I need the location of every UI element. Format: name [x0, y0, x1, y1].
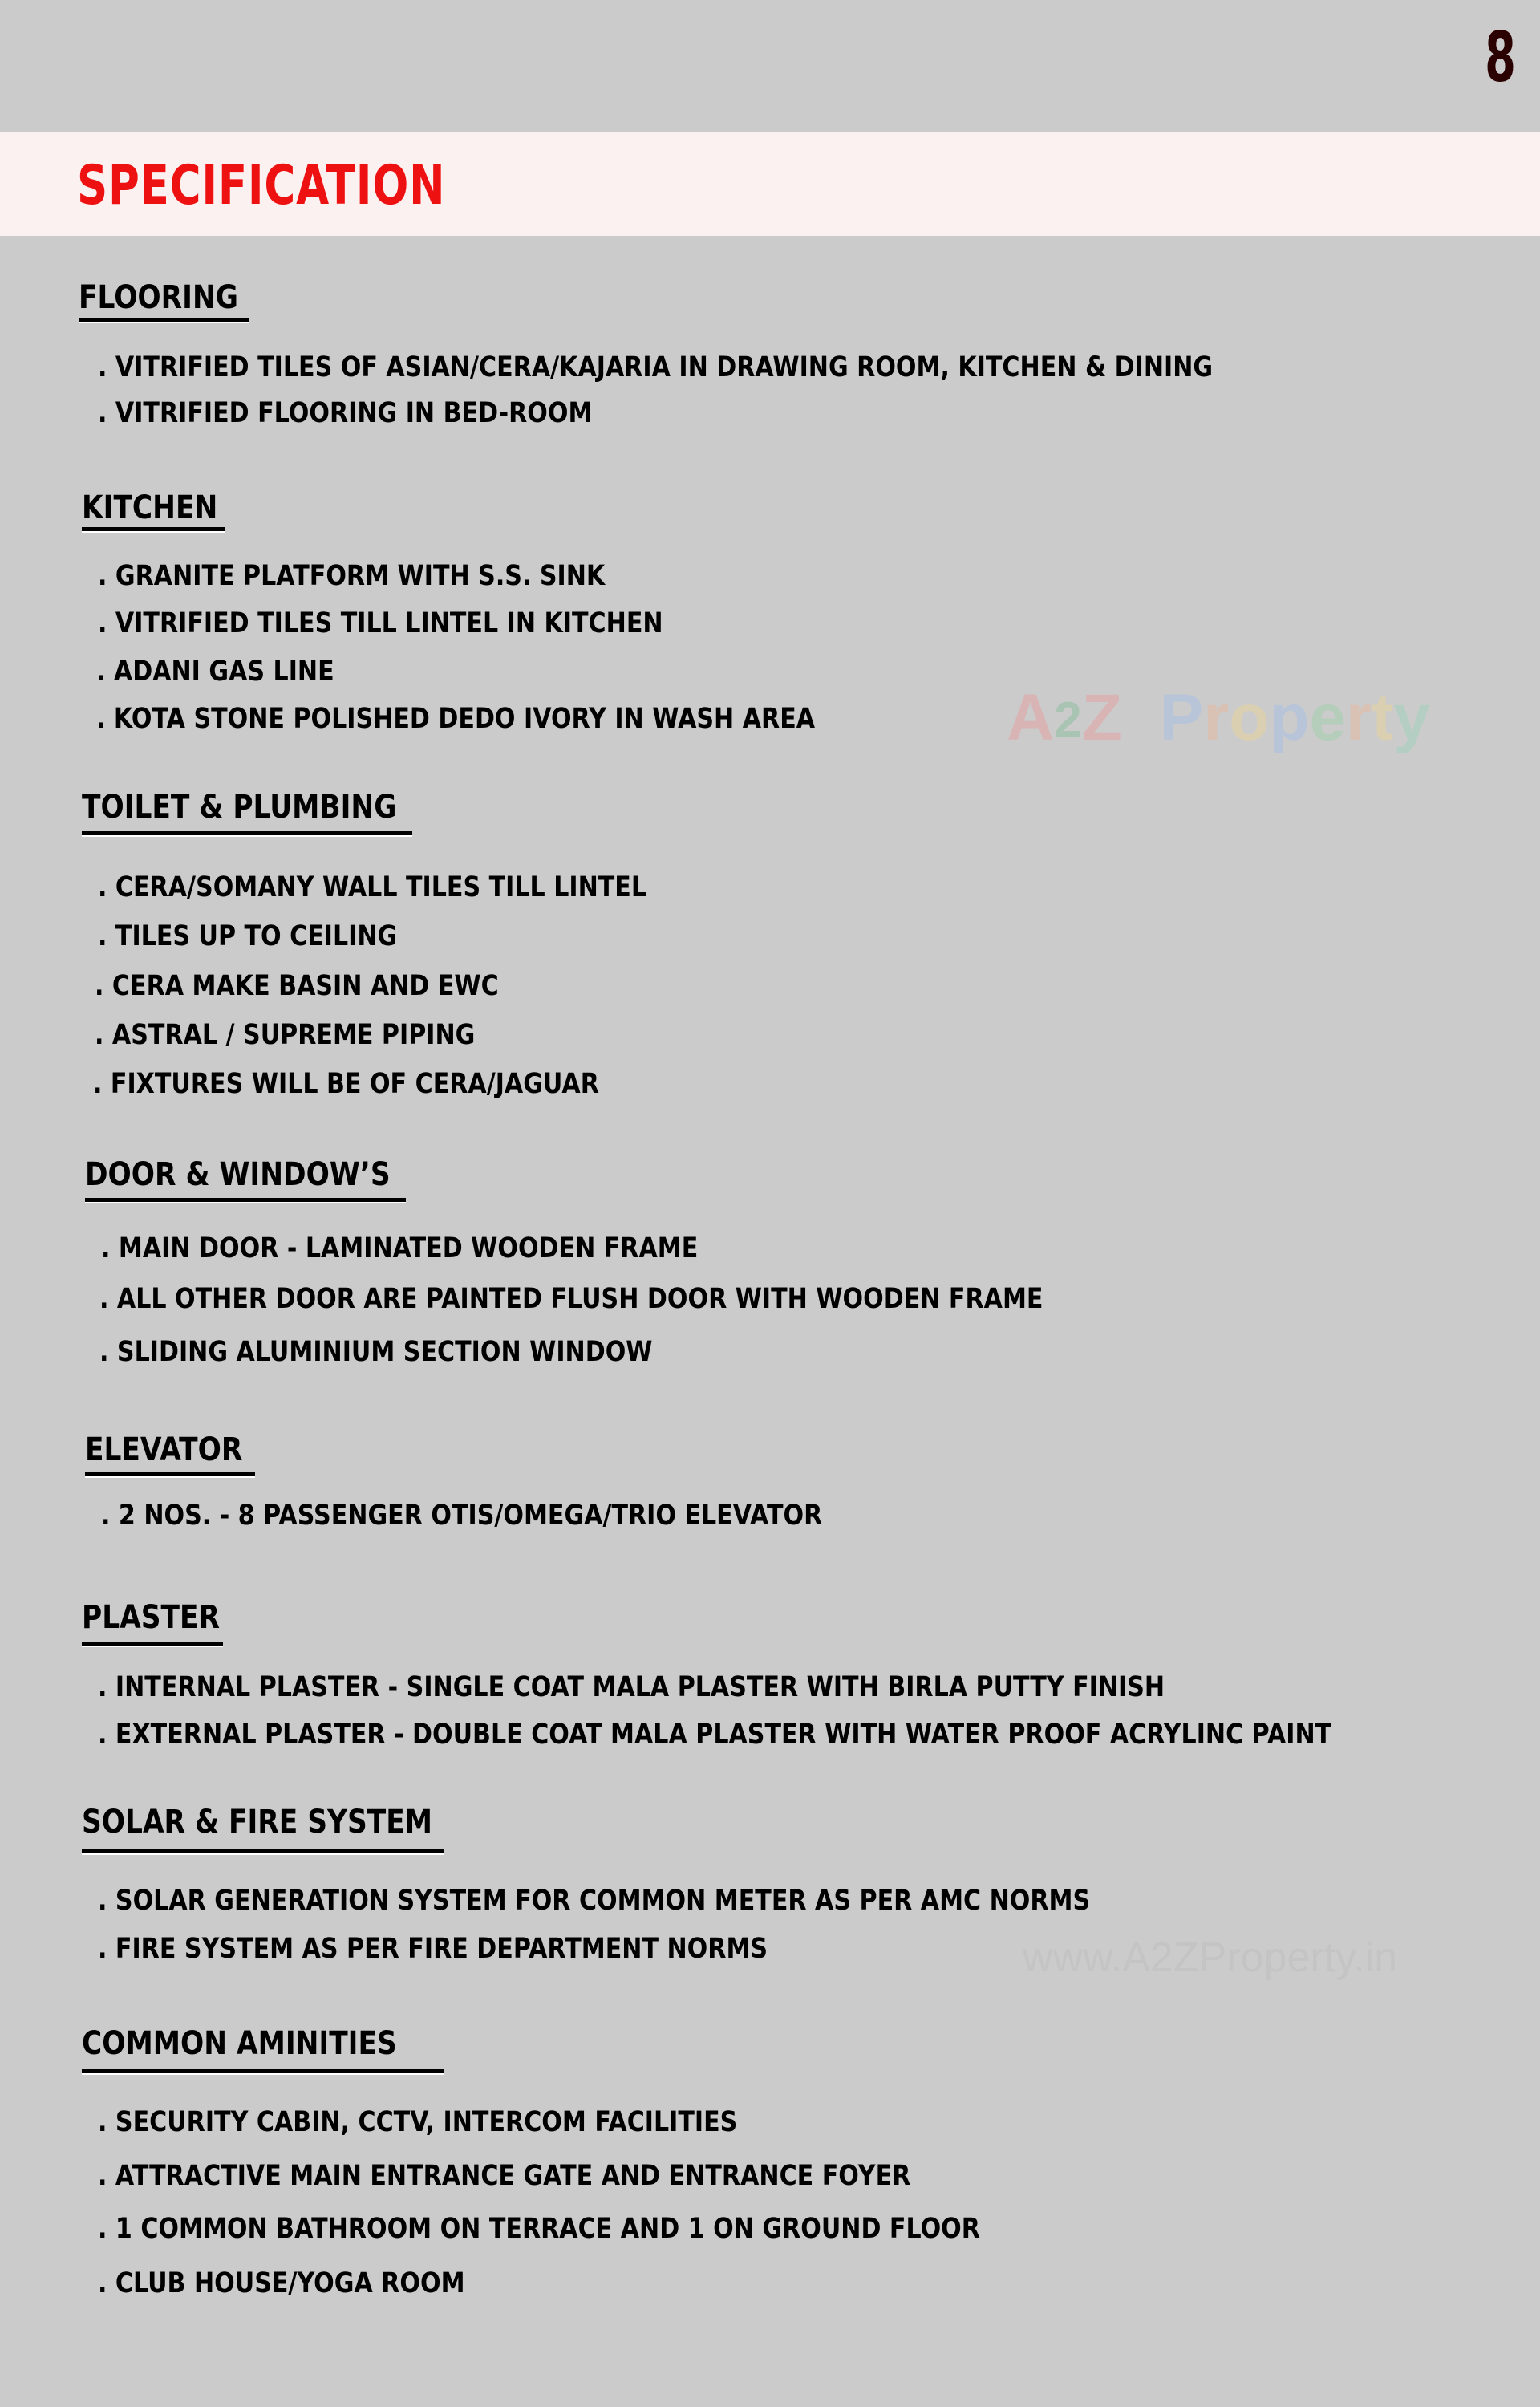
- heading-underline: [82, 1642, 223, 1646]
- spec-item: . TILES UP TO CEILING: [98, 920, 398, 952]
- spec-item: . FIRE SYSTEM AS PER FIRE DEPARTMENT NORMS: [98, 1933, 768, 1965]
- logo-letter: Z: [1081, 681, 1122, 754]
- logo-letter: r: [1346, 681, 1372, 754]
- page-number: 8: [1485, 18, 1516, 98]
- logo-letter: y: [1393, 681, 1430, 754]
- logo-letter: t: [1371, 681, 1394, 754]
- spec-item: . VITRIFIED FLOORING IN BED-ROOM: [98, 397, 593, 429]
- spec-item: . 1 COMMON BATHROOM ON TERRACE AND 1 ON GROUND FLOOR: [98, 2213, 980, 2245]
- heading-underline: [82, 2069, 444, 2073]
- spec-item: . MAIN DOOR - LAMINATED WOODEN FRAME: [101, 1232, 699, 1264]
- spec-item: . ADANI GAS LINE: [96, 656, 334, 688]
- heading-underline: [82, 831, 412, 835]
- page-title: SPECIFICATION: [77, 154, 446, 217]
- logo-letter: r: [1203, 681, 1230, 754]
- section-heading: ELEVATOR: [85, 1431, 243, 1468]
- spec-item: . VITRIFIED TILES TILL LINTEL IN KITCHEN: [98, 607, 663, 639]
- logo-letter: 2: [1054, 692, 1082, 748]
- spec-item: . EXTERNAL PLASTER - DOUBLE COAT MALA PLASTER WITH WATER PROOF ACRYLINC PAINT: [98, 1719, 1332, 1751]
- spec-item: . FIXTURES WILL BE OF CERA/JAGUAR: [93, 1068, 599, 1100]
- spec-item: . ALL OTHER DOOR ARE PAINTED FLUSH DOOR WITH WOODEN FRAME: [99, 1283, 1044, 1315]
- section-heading: COMMON AMINITIES: [82, 2025, 397, 2062]
- logo-letter: p: [1269, 681, 1310, 754]
- spec-item: . CERA MAKE BASIN AND EWC: [95, 970, 499, 1002]
- section-heading: SOLAR & FIRE SYSTEM: [82, 1804, 432, 1841]
- title-band: [0, 132, 1540, 236]
- logo-letter: e: [1309, 681, 1347, 754]
- spec-item: . ATTRACTIVE MAIN ENTRANCE GATE AND ENTRANCE FOYER: [98, 2160, 911, 2192]
- logo-letter: o: [1229, 681, 1270, 754]
- heading-underline: [85, 1472, 255, 1476]
- a2z-property-watermark-url: www.A2ZProperty.in: [1023, 1934, 1398, 1981]
- section-heading: PLASTER: [82, 1599, 220, 1636]
- spec-item: . ASTRAL / SUPREME PIPING: [95, 1019, 476, 1051]
- spec-item: . SOLAR GENERATION SYSTEM FOR COMMON METER AS PER AMC NORMS: [98, 1885, 1091, 1917]
- spec-item: . KOTA STONE POLISHED DEDO IVORY IN WASH AREA: [96, 703, 816, 735]
- spec-item: . CLUB HOUSE/YOGA ROOM: [98, 2267, 465, 2299]
- spec-item: . INTERNAL PLASTER - SINGLE COAT MALA PLASTER WITH BIRLA PUTTY FINISH: [98, 1671, 1165, 1703]
- section-heading: KITCHEN: [82, 489, 218, 526]
- section-heading: DOOR & WINDOW’S: [85, 1156, 391, 1193]
- spec-item: . SECURITY CABIN, CCTV, INTERCOM FACILITIES: [98, 2106, 738, 2138]
- spec-item: . CERA/SOMANY WALL TILES TILL LINTEL: [98, 871, 647, 903]
- section-heading: FLOORING: [79, 279, 238, 316]
- heading-underline: [79, 318, 249, 322]
- section-heading: TOILET & PLUMBING: [82, 789, 397, 826]
- heading-underline: [85, 1198, 406, 1202]
- logo-letter: P: [1159, 681, 1204, 754]
- heading-underline: [82, 527, 225, 531]
- logo-letter: A: [1007, 681, 1055, 754]
- spec-item: . GRANITE PLATFORM WITH S.S. SINK: [98, 560, 606, 592]
- a2z-property-watermark-logo: [1007, 680, 1430, 756]
- spec-item: . VITRIFIED TILES OF ASIAN/CERA/KAJARIA IN DRAWING ROOM, KITCHEN & DINING: [98, 351, 1214, 384]
- heading-underline: [82, 1849, 444, 1853]
- spec-item: . 2 NOS. - 8 PASSENGER OTIS/OMEGA/TRIO ELEVATOR: [101, 1500, 823, 1532]
- spec-item: . SLIDING ALUMINIUM SECTION WINDOW: [99, 1336, 653, 1368]
